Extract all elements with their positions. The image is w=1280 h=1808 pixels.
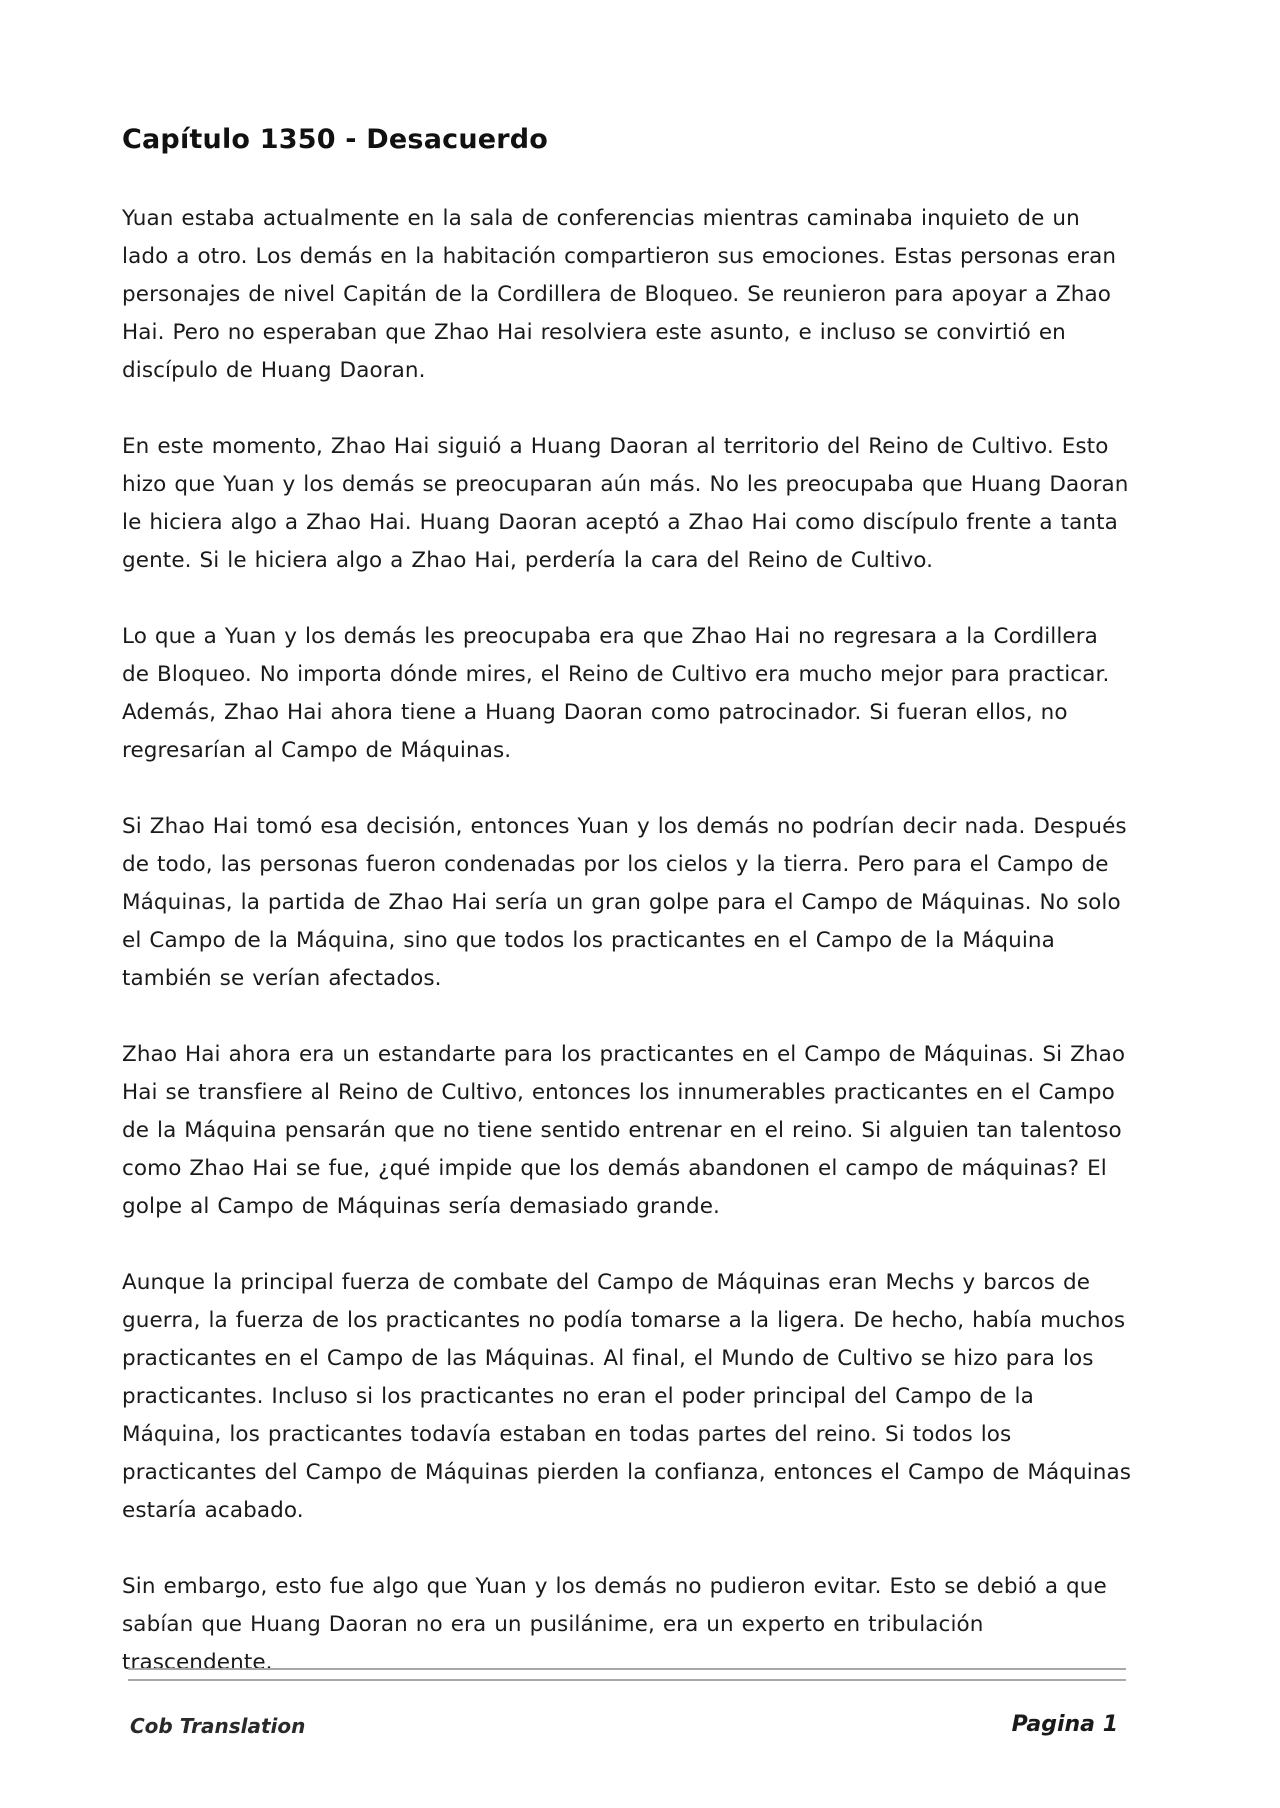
footer-page-number: Pagina 1 [1011,1712,1118,1737]
paragraph-1: Yuan estaba actualmente en la sala de conferencias mientras caminaba inquieto de un lado a otro. Los demás en la habitación compartieron sus emociones. Estas personas eran personajes de nivel Capitán de la Cordillera de Bloqueo. Se reunieron para apoyar a Zhao Hai. Pero no esperaban que Zhao Hai resolviera este asunto, e incluso se convirtió en discípulo de Huang Daoran. [122,206,1117,383]
chapter-title: Capítulo 1350 - Desacuerdo [122,124,549,155]
paragraph-3: Lo que a Yuan y los demás les preocupaba era que Zhao Hai no regresara a la Cordillera de Bloqueo. No importa dónde mires, el Reino de Cultivo era mucho mejor para practicar. Además, Zhao Hai ahora tiene a Huang Daoran como patrocinador. Si fueran ellos, no regresarían al Campo de Máquinas. [122,624,1110,763]
paragraph-5: Zhao Hai ahora era un estandarte para los practicantes en el Campo de Máquinas. Si Zhao Hai se transfiere al Reino de Cultivo, entonces los innumerables practicantes en el Campo de la Máquina pensarán que no tiene sentido entrenar en el reino. Si alguien tan talentoso como Zhao Hai se fue, ¿qué impide que los demás abandonen el campo de máquinas? El golpe al Campo de Máquinas sería demasiado grande. [122,1042,1126,1219]
chapter-body [122,200,1132,1720]
paragraph-2: En este momento, Zhao Hai siguió a Huang Daoran al territorio del Reino de Cultivo. Esto hizo que Yuan y los demás se preocuparan aún más. No les preocupaba que Huang Daoran le hiciera algo a Zhao Hai. Huang Daoran aceptó a Zhao Hai como discípulo frente a tanta gente. Si le hiciera algo a Zhao Hai, perdería la cara del Reino de Cultivo. [122,434,1129,573]
paragraph-7: Sin embargo, esto fue algo que Yuan y los demás no pudieron evitar. Esto se debió a que sabían que Huang Daoran no era un pusilánime, era un experto en tribulación trascendente. [122,1574,1107,1675]
paragraph-4: Si Zhao Hai tomó esa decisión, entonces Yuan y los demás no podrían decir nada. Después de todo, las personas fueron condenadas por los cielos y la tierra. Pero para el Campo de Máquinas, la partida de Zhao Hai sería un gran golpe para el Campo de Máquinas. No solo el Campo de la Máquina, sino que todos los practicantes en el Campo de la Máquina también se verían afectados. [122,814,1127,991]
footer-divider-top [128,1668,1126,1670]
footer-divider-bottom [128,1679,1126,1681]
paragraph-6: Aunque la principal fuerza de combate del Campo de Máquinas eran Mechs y barcos de guerra, la fuerza de los practicantes no podía tomarse a la ligera. De hecho, había muchos practicantes en el Campo de las Máquinas. Al final, el Mundo de Cultivo se hizo para los practicantes. Incluso si los practicantes no eran el poder principal del Campo de la Máquina, los practicantes todavía estaban en todas partes del reino. Si todos los practicantes del Campo de Máquinas pierden la confianza, entonces el Campo de Máquinas estaría acabado. [122,1270,1132,1523]
footer-translator: Cob Translation [130,1714,306,1738]
